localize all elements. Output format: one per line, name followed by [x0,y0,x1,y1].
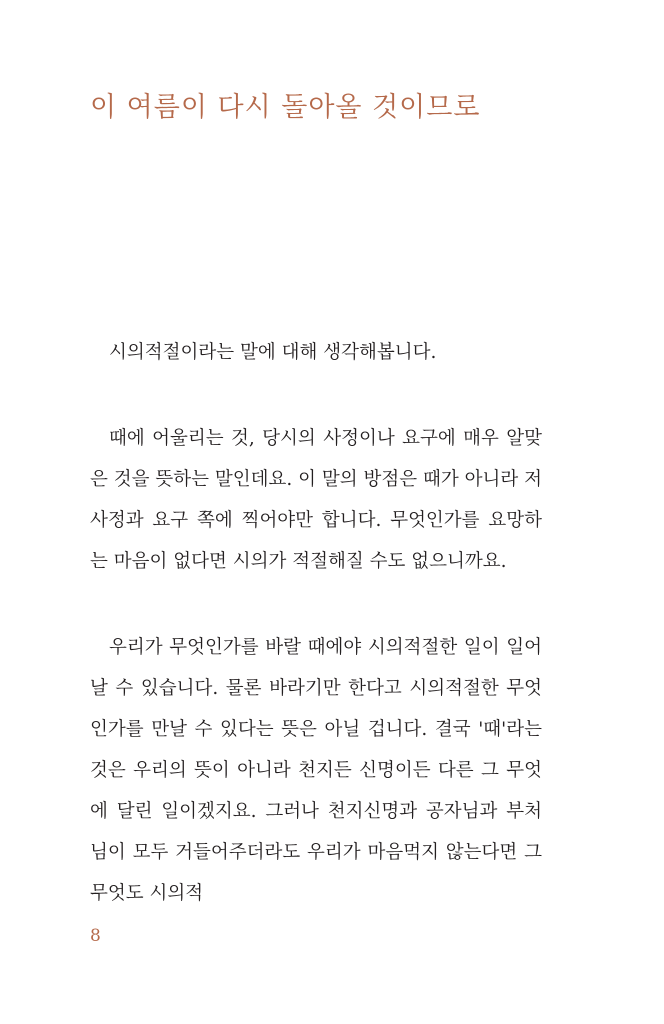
paragraph-2: 때에 어울리는 것, 당시의 사정이나 요구에 매우 알맞은 것을 뜻하는 말인데요. 이 말의 방점은 때가 아니라 저 사정과 요구 쪽에 찍어야만 합니다. 무엇인가를 요망하는 마음이 없다면 시의가 적절해질 수도 없으니까요. [90,428,542,572]
page-number: 8 [90,926,101,946]
paragraph-gap [90,582,542,627]
body-text [90,332,542,914]
paragraph-3: 우리가 무엇인가를 바랄 때에야 시의적절한 일이 일어날 수 있습니다. 물론 바라기만 한다고 시의적절한 무엇인가를 만날 수 있다는 뜻은 아닐 겁니다. 결국 '때'라는 것은 우리의 뜻이 아니라 천지든 신명이든 다른 그 무엇에 달린 일이겠지요. 그러나 천지신명과 공자님과 부처님이 모두 거들어주더라도 우리가 마음먹지 않는다면 그 무엇도 시의적 [90,637,542,904]
paragraph-1: 시의적절이라는 말에 대해 생각해봅니다. [109,342,437,363]
chapter-title: 이 여름이 다시 돌아올 것이므로 [90,92,481,123]
paragraph-gap [90,373,542,418]
